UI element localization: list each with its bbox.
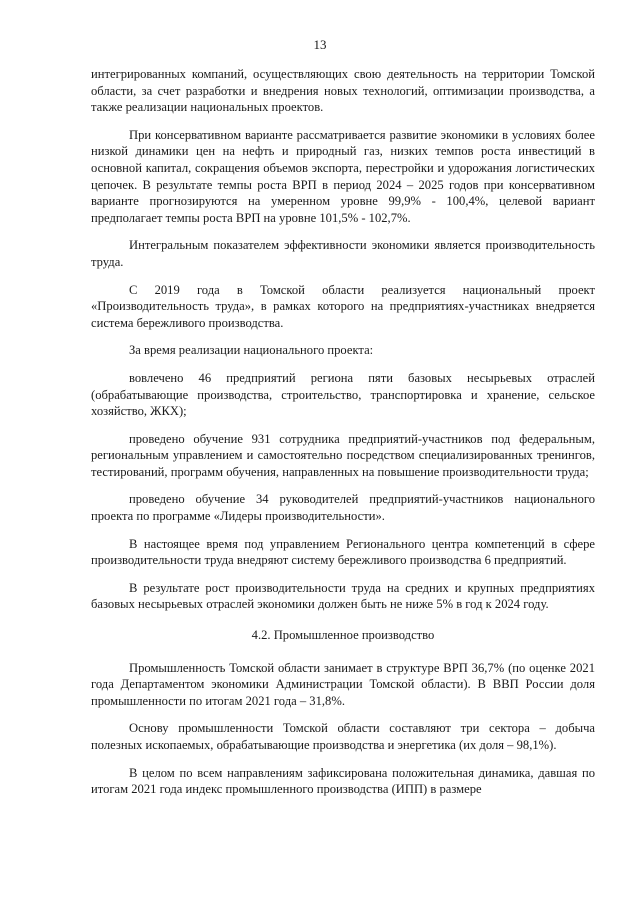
paragraph-positive-dynamics: В целом по всем направлениям зафиксирована положительная динамика, давшая по итогам 2021 года индекс промышленного производства (ИПП) в размере [91, 765, 595, 797]
page-number: 13 [313, 37, 327, 52]
paragraph-productivity-indicator: Интегральным показателем эффективности экономики является производительность труда. [91, 238, 595, 269]
paragraph-industry-sectors: Основу промышленности Томской области составляют три сектора – добыча полезных ископаемых, обрабатывающие производства и энергетика (их доля – 98,1%). [91, 721, 595, 752]
list-item-leaders-trained: проведено обучение 34 руководителей предприятий-участников национального проекта по программе «Лидеры производительности». [91, 492, 595, 524]
paragraph-national-project: С 2019 года в Томской области реализуется национальный проект «Производительность труда», в рамках которого на предприятиях-участниках внедряется система бережливого производства. [91, 282, 595, 330]
list-item-enterprises-involved: вовлечено 46 предприятий региона пяти базовых несырьевых отраслей (обрабатывающие производства, строительство, транспортировка и хранение, сельское хозяйство, ЖКХ); [91, 370, 595, 419]
list-item-employees-trained: проведено обучение 931 сотрудника предприятий-участников под федеральным, региональным управлением и самостоятельно посредством специализированных тренингов, тестирований, программ обучения, направленных на повышение производительности труда; [91, 431, 595, 479]
paragraph-continuation: интегрированных компаний, осуществляющих свою деятельность на территории Томской области, за счет разработки и внедрения новых технологий, оптимизации производства, а также реализации национальных проектов. [91, 67, 595, 115]
paragraph-conservative-scenario: При консервативном варианте рассматривается развитие экономики в условиях более низкой динамики цен на нефть и природный газ, низких темпов роста инвестиций в основной капитал, сокращения объемов экспорта, перестройки и удорожания логистических цепочек. В результате темпы роста ВРП в период 2024 – 2025 годов при консервативном варианте прогнозируются на умеренном уровне 99,9% - 100,4%, целевой вариант предполагает темпы роста ВРП на уровне 101,5% - 102,7%. [91, 127, 595, 225]
paragraph-project-results-intro: За время реализации национального проекта: [129, 343, 374, 358]
paragraph-productivity-growth-target: В результате рост производительности труда на средних и крупных предприятиях базовых несырьевых отраслей экономики должен быть не ниже 5% в год к 2024 году. [91, 580, 595, 612]
document-body [91, 66, 595, 809]
paragraph-industry-share: Промышленность Томской области занимает в структуре ВРП 36,7% (по оценке 2021 года Департаментом экономики Администрации Томской области). В ВВП России доля промышленности по итогам 2021 года – 31,8%. [91, 660, 595, 708]
paragraph-competence-center: В настоящее время под управлением Регионального центра компетенций в сфере производительности труда внедряют систему бережливого производства 6 предприятий. [91, 536, 595, 568]
section-heading: 4.2. Промышленное производство [251, 628, 435, 643]
